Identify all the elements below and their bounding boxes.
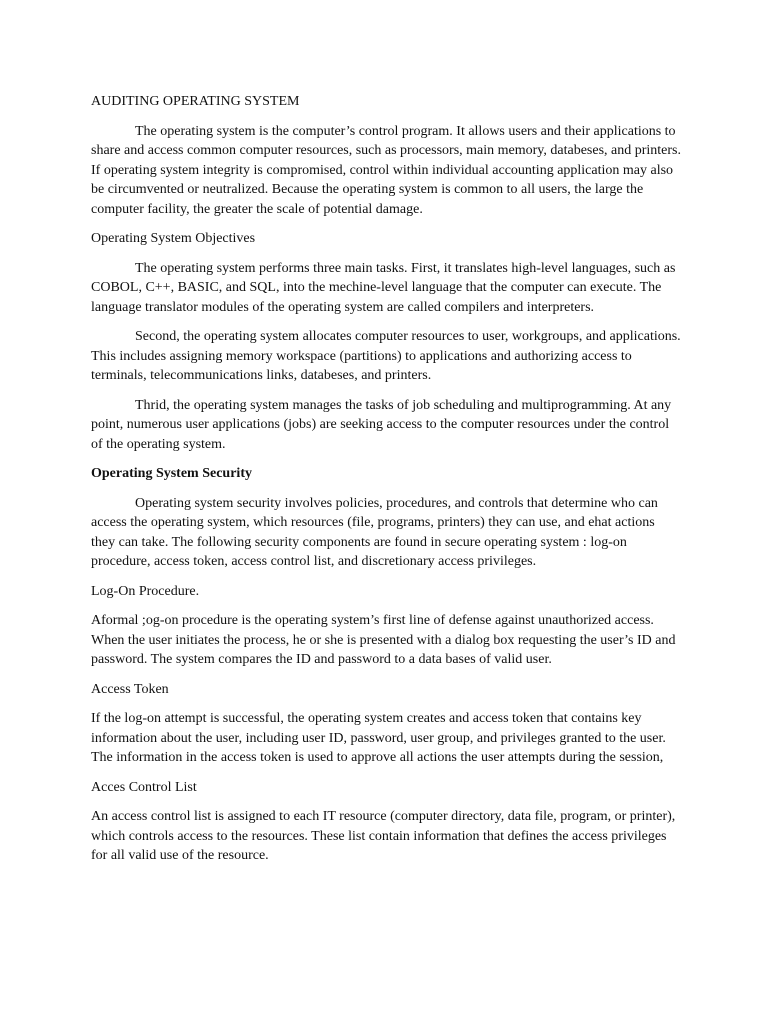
paragraph-objectives-third: Thrid, the operating system manages the tasks of job scheduling and multiprogramming. At any point, numerous user applications (jobs) are seeking access to the computer resources under the control of the operating system. [91, 397, 672, 452]
paragraph-objectives-second: Second, the operating system allocates computer resources to user, workgroups, and applications. This includes assigning memory workspace (partitions) to applications and authorizing access to terminals, telecommunications links, databeses, and printers. [91, 329, 681, 383]
heading-security: Operating System Security [91, 466, 252, 481]
paragraph-access-control-list: An access control list is assigned to each IT resource (computer directory, data file, program, or printer), which controls access to the resources. These list contain information that defines the access privileges for all valid use of the resource. [91, 809, 676, 863]
heading-access-control-list: Acces Control List [91, 779, 197, 795]
paragraph-objectives-first: The operating system performs three main tasks. First, it translates high-level languages, such as COBOL, C++, BASIC, and SQL, into the mechine-level language that the computer can execute. The language translator modules of the operating system are called compilers and interpreters. [91, 260, 676, 315]
paragraph-log-on-procedure: Aformal ;og-on procedure is the operating system’s first line of defense against unauthorized access. When the user initiates the process, he or she is presented with a dialog box requesting the user’s ID and password. The system compares the ID and password to a data bases of valid user. [91, 613, 676, 667]
paragraph-access-token: If the log-on attempt is successful, the operating system creates and access token that contains key information about the user, including user ID, password, user group, and privileges granted to the user. The information in the access token is used to approve all actions the user attempts during the session, [91, 711, 666, 765]
heading-access-token: Access Token [91, 681, 169, 697]
paragraph-intro: The operating system is the computer’s control program. It allows users and their applications to share and access common computer resources, such as processors, main memory, databeses, and printers. If operating system integrity is compromised, control within individual accounting application may also be circumvented or neutralized. Because the operating system is common to all users, the large the computer facility, the greater the scale of potential damage. [91, 123, 682, 217]
document-title: AUDITING OPERATING SYSTEM [91, 94, 300, 109]
heading-log-on-procedure: Log-On Procedure. [91, 583, 200, 599]
document-page [91, 92, 681, 876]
heading-objectives: Operating System Objectives [91, 231, 256, 246]
paragraph-security: Operating system security involves policies, procedures, and controls that determine who can access the operating system, which resources (file, programs, printers) they can use, and ehat actions they can take. The following security components are found in secure operating system : log-on procedure, access token, access control list, and discretionary access privileges. [91, 495, 658, 569]
